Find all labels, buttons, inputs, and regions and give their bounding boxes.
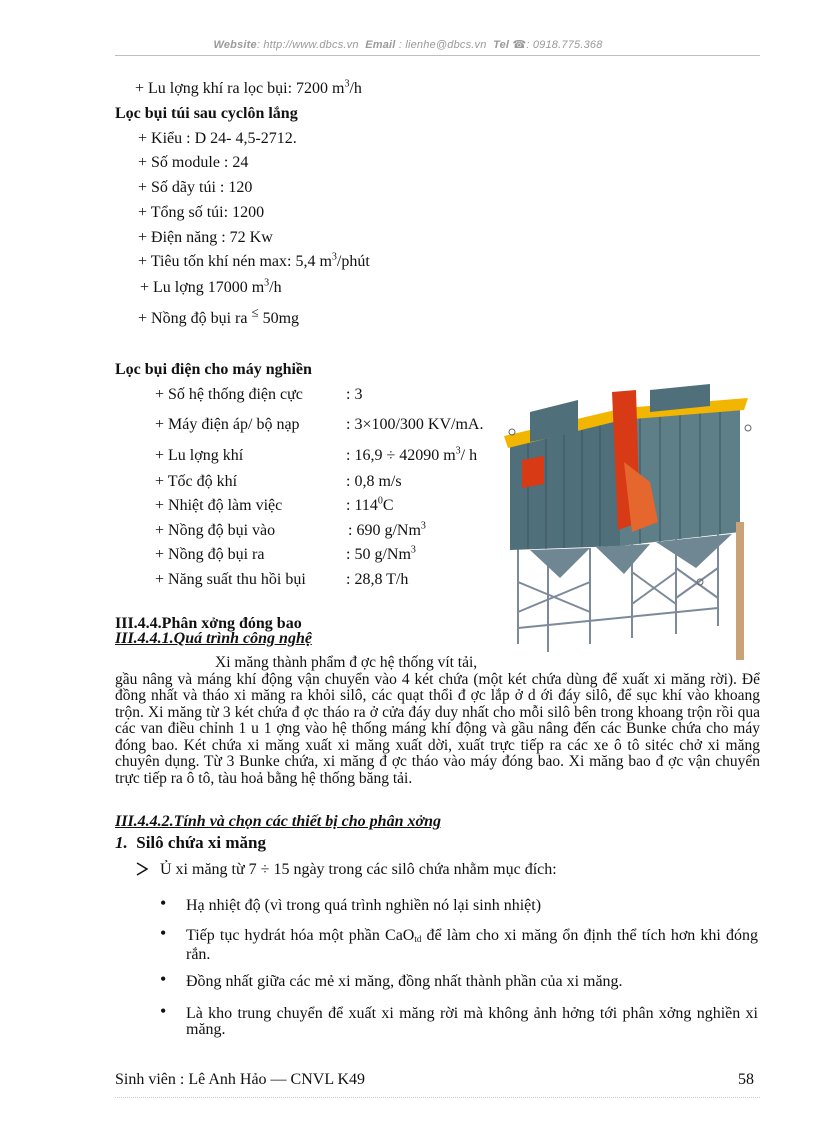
esp-row: + Tốc độ khí : 0,8 m/s <box>155 473 402 490</box>
section-title: III.4.4.Phân xởng đóng bao <box>115 615 302 632</box>
arrow-item: Ủ xi măng từ 7 ÷ 15 ngày trong các silô chứa nhằm mục đích: <box>160 861 557 878</box>
esp-row: + Nhiệt độ làm việc : $114^0C$ <box>155 495 394 514</box>
website-label: Website <box>213 39 257 51</box>
bullet-icon: • <box>160 923 167 943</box>
bag-filter-title: Lọc bụi túi sau cyclôn lắng <box>115 105 298 122</box>
email-label: Email <box>365 39 396 51</box>
hopper-left <box>530 548 590 578</box>
purpose-item: Là kho trung chuyển để xuất xi măng rời mà không ảnh hởng tới phân xởng nghiền xi măng. <box>186 1005 758 1038</box>
bag-filter-item: + Số dãy túi : 120 <box>138 179 253 196</box>
bullet-icon: • <box>160 893 167 913</box>
arrow-bullet-icon <box>135 861 151 877</box>
outlet-stack <box>736 522 744 660</box>
esp-row: + Nồng độ bụi vào : 690 g/Nm$^3$ <box>155 520 426 539</box>
page-header <box>0 38 816 51</box>
dust-out-line: + Nồng độ bụi ra ≤ 50mg <box>138 304 300 327</box>
item-title: 1. Silô chứa xi măng <box>115 833 266 852</box>
phone-icon: ☎ <box>512 39 527 51</box>
esp-row: + Nồng độ bụi ra : 50 g/Nm$^3$ <box>155 544 416 563</box>
tel-value: : 0918.775.368 <box>526 39 603 51</box>
esp-row: + Số hệ thống điện cực : 3 <box>155 386 363 403</box>
hopper-middle <box>596 544 650 574</box>
bag-filter-item: + Tổng số túi: 1200 <box>138 204 265 221</box>
esp-title: Lọc bụi điện cho máy nghiền <box>115 361 312 378</box>
email-value[interactable]: : lienhe@dbcs.vn <box>398 39 487 51</box>
esp-row: + Máy điện áp/ bộ nạp : 3×100/300 KV/mA. <box>155 416 484 433</box>
tel-label: Tel <box>493 39 510 51</box>
bullet-icon: • <box>160 969 167 989</box>
less-equal-symbol: ≤ <box>251 304 259 320</box>
footer-author: Sinh viên : Lê Anh Hảo — CNVL K49 <box>115 1071 366 1088</box>
exhaust-flow-line: + Lu lợng khí ra lọc bụi: 7200 $m^3/h$ <box>135 78 362 97</box>
website-url[interactable]: : http://www.dbcs.vn <box>256 39 359 51</box>
esp-row: + Năng suất thu hồi bụi : 28,8 T/h <box>155 571 409 588</box>
bullet-icon: • <box>160 1001 167 1021</box>
footer-divider <box>115 1097 760 1098</box>
subsection-title-1: III.4.4.1.Quá trình công nghệ <box>115 630 312 647</box>
bag-filter-item: + Số module : 24 <box>138 154 249 171</box>
esp-row: + Lu lợng khí : 16,9 ÷ 42090 $m^3/$ h <box>155 445 478 464</box>
purpose-item: Đồng nhất giữa các mẻ xi măng, đồng nhất thành phần của xi măng. <box>186 973 623 990</box>
process-paragraph: Xi măng thành phẩm đ ợc hệ thống vít tải, gầu nâng và máng khí động vận chuyển vào 4 két chứa (một két chứa dùng để xuất xi măng rời). Để đồng nhất và tháo xi măng ra khỏi silô, các quạt thổi đ ợc lắp ở d ới đáy silô, để sục khí vào khoang trộn. Xi măng từ 3 két chứa đ ợc tháo ra ở cửa đáy duy nhất cho mỗi silô bên trong khoang trộn rồi qua các van điều chỉnh 1 u 1 ợng vào hệ thống máng khí động và gầu nâng đến các Bunke chứa cho máy đóng bao. Két chứa xi măng xuất xi măng xuất dời, xuất trực tiếp ra các xe ô tô sitéc chở xi măng chuyên dụng. Từ 3 Bunke chứa, xi măng đ ợc tháo vào máy đóng bao. Xi măng bao đ ợc vận chuyển trực tiếp ra ô tô, tàu hoả bằng hệ thống băng tải. <box>115 654 760 787</box>
header-divider <box>115 55 760 56</box>
electrostatic-precipitator-figure <box>500 372 762 664</box>
purpose-item: Hạ nhiệt độ (vì trong quá trình nghiền nó lại sinh nhiệt) <box>186 897 542 914</box>
callout-marker <box>745 425 751 431</box>
subsection-title-2: III.4.4.2.Tính và chọn các thiết bị cho phân xởng <box>115 813 441 830</box>
purpose-item: Tiếp tục hydrát hóa một phần CaO$_{td}$ để làm cho xi măng ổn định thể tích hơn khi đóng rắn. <box>186 927 759 963</box>
bag-filter-item: + Kiểu : D 24- 4,5-2712. <box>138 130 297 147</box>
page-number: 58 <box>738 1071 754 1088</box>
bag-flow-line: + Lu lợng 17000 $m^3/h$ <box>140 277 282 296</box>
bag-filter-item: + Điện năng : 72 Kw <box>138 229 273 246</box>
access-door <box>522 456 544 488</box>
air-consumption-line: + Tiêu tốn khí nén max: 5,4 $m^3$/phút <box>138 251 370 270</box>
callout-marker <box>509 429 515 435</box>
